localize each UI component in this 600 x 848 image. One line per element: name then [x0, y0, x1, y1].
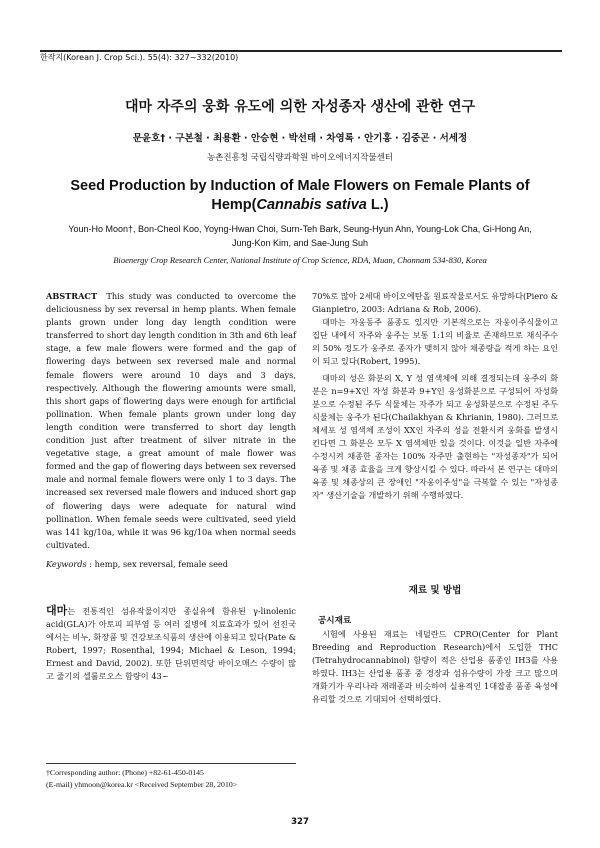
english-affiliation: Bioenergy Crop Research Center, National Institute of Crop Science, RDA, Muan, Chonnam 534-830, Korea: [113, 255, 487, 265]
intro-text: 는 전통적인 섬유작물이지만 종실유에 함유된 γ-linolenic acid(GLA)가 아토피 피부염 등 여러 질병에 치료효과가 있어 선진국에서는 비누, 화장품 및 건강보조식품의 생산에 이용되고 있다(Pate & Robert, 1997; Rosenthal, 1994; Michael & Leson, 1994; Ernest and David, 2002). 또한 단위면적당 바이오매스 수량이 많고 줄기의 셀룰로오스 함량이 43~: [46, 606, 296, 682]
intro-paragraph-1: 70%로 많아 2세대 바이오에탄올 원료작물로서도 유망하다(Piero & Gianpietro, 2003: Adriana & Rob, 2006).: [312, 291, 558, 315]
footnote: [46, 767, 296, 791]
abstract: [46, 290, 296, 552]
journal-citation: 한작지(Korean J. Crop Sci.). 55(4): 327~332(2010): [40, 53, 239, 62]
keywords-label: Keywords: [46, 559, 87, 569]
intro-continued: [312, 290, 558, 506]
introduction: [46, 604, 296, 684]
abstract-label: ABSTRACT: [46, 291, 98, 301]
korean-affiliation: 농촌진흥청 국립식량과학원 바이오에너지작물센터: [206, 153, 394, 163]
materials-subheading: 공시재료: [318, 616, 352, 626]
abstract-text: This study was conducted to overcome the deliciousness by sex reversal in hemp plants. When female plants grown under long day length condition were transferred to short day length condition in 3th and 6th leaf stage, a few male flowers were formed and the gap of flowering days between sex reversed male and normal female flowers were around 10 days and 3 days, respectively. Although the flowering amounts were small, this short gaps of flowering days were enough for artificial pollination. When female plants grown under long day length condition were transferred to short day length condition just after treatment of silver nitrate in the vegetative stage, a great amount of male flower was formed and the gap of flowering days between sex reversed male and normal female flowers were only 1 to 3 days. The increased sex reversed male flowers and induced short gap of flowering days were adequate for natural wind pollination. When female seeds were cultivated, seed yield was 141 kg/10a, while it was 96 kg/10a when normal seeds cultivated.: [46, 291, 296, 550]
english-title: [60, 177, 540, 215]
footnote-rule: [46, 763, 296, 764]
keywords-text: : hemp, sex reversal, female seed: [89, 559, 229, 569]
english-title-species: Cannabis sativa: [256, 197, 367, 213]
materials-paragraph: 시험에 사용된 재료는 네덜란드 CPRO(Center for Plant Breeding and Reproduction Research)에서 도입한 THC (Tetrahydrocannabinol) 함량이 적은 산업용 품종인 IH3를 사용하였다. IH3는 산업용 품종 중 경장과 섬유수량이 가장 크고 많으며 개화기가 우리나라 재래종과 비슷하여 실용적인 1대잡종 품종 육성에 유리할 것으로 기대되어 선택하였다.: [312, 629, 558, 705]
materials-text: [312, 628, 558, 710]
intro-paragraph-3: 대마의 성은 화분의 X, Y 성 염색체에 의해 결정되는데 웅주의 화분은 n=9+X인 자성 화분과 9+Y인 웅성화분으로 구성되어 자성화분으로 수정된 주두 식물체는 자주가 되고 웅성화분으로 수정된 주두 식물체는 웅주가 된다(Chailakhyan & Khrianin, 1980). 그러므로 체세포 성 염색체 조성이 XX인 자주의 성을 전환시켜 웅화를 발생시킨다면 그 화분은 모두 X 염색체만 있을 것이다. 이것을 일반 자주에 수정시켜 채종한 종자는 100% 자주만 출현하는 "자성종자"가 되어 육종 및 채종 효율을 크게 향상시킬 수 있다. 따라서 본 연구는 대마의 육종 및 채종상의 큰 장애인 "자웅이주성"을 극복할 수 있는 "자성종자" 생산기술을 개발하기 위해 수행하였다.: [312, 372, 558, 501]
intro-paragraph-2: 대마는 자웅동주 품종도 있지만 기본적으로는 자웅이주식물이고 집단 내에서 자주와 웅주는 보통 1:1의 비율로 존재하므로 재식주수의 50% 정도가 웅주로 종자가 맺히지 않아 채종량을 적게 하는 요인이 되고 있다(Robert, 1995).: [312, 317, 558, 367]
keywords: [46, 558, 296, 571]
english-title-main: Seed Production by Induction of Male Flowers on Female Plants of Hemp(: [70, 178, 530, 213]
korean-title: 대마 자주의 웅화 유도에 의한 자성종자 생산에 관한 연구: [124, 99, 476, 115]
english-authors: Youn-Ho Moon†, Bon-Cheol Koo, Yoyng-Hwan Choi, Surn-Teh Bark, Seung-Hyun Ahn, Young-Lok Cha, Gi-Hong An, Jung-Kon Kim, and Sae-Jung Suh: [68, 224, 532, 248]
footnote-contact: †Corresponding author: (Phone) +82-61-450-0145: [46, 768, 204, 777]
methods-heading: 재료 및 방법: [408, 585, 462, 596]
intro-dropcap: 대마: [46, 604, 68, 617]
footnote-email: (E-mail) yhmoon@korea.kr <Received September 28, 2010>: [46, 780, 238, 789]
page-number: 327: [291, 817, 309, 827]
english-title-end: L.): [366, 197, 389, 213]
korean-authors: 문윤호† · 구본철 · 최용환 · 안승현 · 박선태 · 차영록 · 안기홍 · 김중곤 · 서세정: [132, 133, 468, 144]
